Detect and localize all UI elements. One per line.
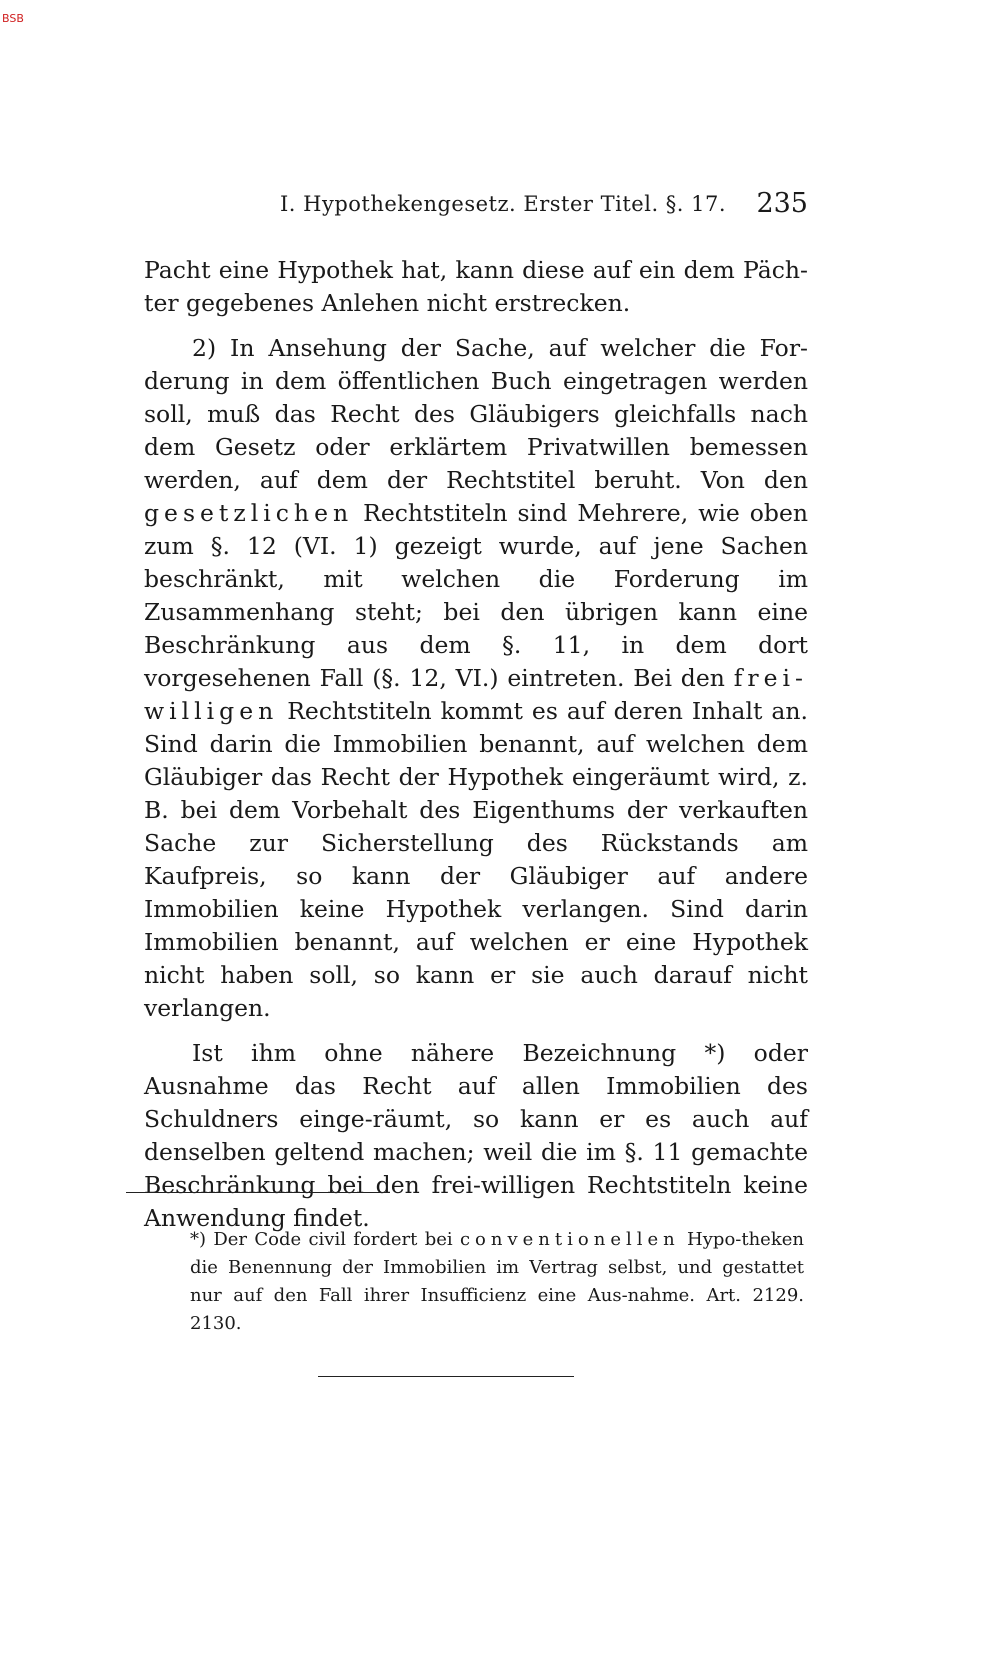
header-title: I. Hypothekengesetz. Erster Titel. §. 17.: [280, 192, 727, 216]
emphasis-freiwilligen: frei-willigen: [144, 664, 808, 725]
paragraph-continuation: Pacht eine Hypothek hat, kann diese auf ein dem Päch-ter gegebenes Anlehen nicht erstrecken.: [144, 256, 808, 317]
library-watermark: BSB: [2, 12, 24, 25]
footnote: [154, 1226, 804, 1338]
emphasis-gesetzlichen: gesetzlichen: [144, 499, 354, 527]
paragraph-2: [144, 332, 808, 1025]
footnote-separator: [126, 1192, 388, 1193]
footnote-part-a: *) Der Code civil fordert bei: [190, 1229, 460, 1250]
paragraph-2-part-a: 2) In Ansehung der Sache, auf welcher die For-derung in dem öffentlichen Buch eingetragen werden soll, muß das Recht des Gläubigers gleichfalls nach dem Gesetz oder erklärtem Privatwillen bemessen werden, auf dem der Rechtstitel beruht. Von den: [144, 334, 808, 494]
emphasis-conventionellen: conventionellen: [459, 1229, 680, 1250]
paragraph-2-part-e: Rechtstiteln kommt es auf deren Inhalt an. Sind darin die Immobilien benannt, auf welchen dem Gläubiger das Recht der Hypothek eingeräumt wird, z. B. bei dem Vorbehalt des Eigenthums der verkauften Sache zur Sicherstellung des Rückstands am Kaufpreis, so kann der Gläubiger auf andere Immobilien keine Hypothek verlangen. Sind darin Immobilien benannt, auf welchen er eine Hypothek nicht haben soll, so kann er sie auch darauf nicht verlangen.: [144, 697, 808, 1022]
running-header: [280, 188, 808, 222]
end-rule: [318, 1376, 574, 1377]
footnote-part-c: Hypo-theken die Benennung der Immobilien im Vertrag selbst, und gestattet nur auf den Fall ihrer Insufficienz eine Aus-nahme. Art. 2129. 2130.: [190, 1229, 804, 1334]
main-text: [144, 254, 808, 1247]
paragraph-2-part-c: Rechtstiteln sind Mehrere, wie oben zum §. 12 (VI. 1) gezeigt wurde, auf jene Sachen beschränkt, mit welchen die Forderung im Zusammenhang steht; bei den übrigen kann eine Beschränkung aus dem §. 11, in dem dort vorgesehenen Fall (§. 12, VI.) eintreten. Bei den: [144, 499, 808, 692]
page-number: 235: [756, 188, 808, 219]
paragraph-3: Ist ihm ohne nähere Bezeichnung *) oder Ausnahme das Recht auf allen Immobilien des Schuldners einge-räumt, so kann er es auch auf denselben geltend machen; weil die im §. 11 gemachte Beschränkung bei den frei-willigen Rechtstiteln keine Anwendung findet.: [144, 1039, 808, 1232]
